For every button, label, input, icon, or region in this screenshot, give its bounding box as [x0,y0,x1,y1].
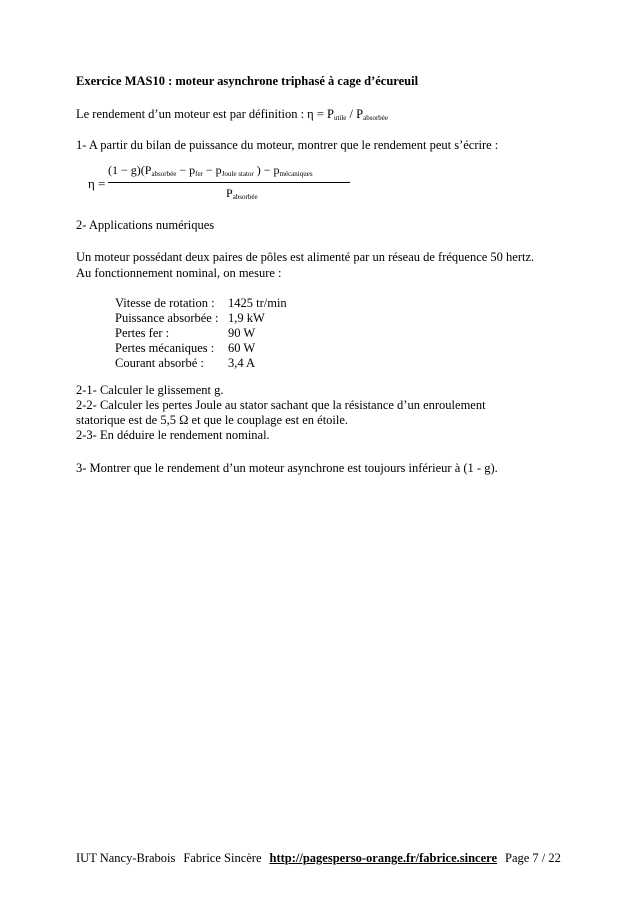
num-part-a: (1 − g)(P [108,163,152,177]
definition-sub-absorbee: absorbée [363,114,388,122]
page-footer [76,851,561,866]
question-2-2-line-2: statorique est de 5,5 Ω et que le couplage est en étoile. [76,413,349,427]
measure-row [115,326,256,341]
formula-denominator [226,186,258,201]
question-2-1: 2-1- Calculer le glissement g. [76,383,224,397]
question-1: 1- A partir du bilan de puissance du moteur, montrer que le rendement peut s’écrire : [76,138,499,152]
num-sub-c: Joule stator [221,170,254,178]
footer-author: Fabrice Sincère [183,851,262,865]
footer-link[interactable]: http://pagesperso-orange.fr/fabrice.sincere [269,851,497,865]
den-sub: absorbée [232,193,258,201]
den-part: P [226,186,233,200]
measure-row [115,356,256,371]
num-sub-d: mécaniques [279,170,313,178]
question-2-2-line-1: 2-2- Calculer les pertes Joule au stator sachant que la résistance d’un enroulement [76,398,486,412]
measure-value: 3,4 A [228,356,256,370]
efficiency-definition [76,107,388,122]
efficiency-formula [88,163,358,209]
exercise-title: Exercice MAS10 : moteur asynchrone triphasé à cage d’écureuil [76,74,419,88]
measure-value: 60 W [228,341,256,355]
measure-label: Vitesse de rotation : [115,296,215,310]
fraction-bar [108,182,350,183]
measure-label: Pertes fer : [115,326,170,340]
num-part-c: − p [202,163,222,177]
definition-text: Le rendement d’un moteur est par définition : η = P [76,107,334,121]
measure-value: 90 W [228,326,256,340]
num-sub-b: fer [195,170,203,178]
measure-row [115,296,287,311]
definition-sub-utile: utile [333,114,347,122]
intro-line-1: Un moteur possédant deux paires de pôles est alimenté par un réseau de fréquence 50 hertz. [76,250,535,264]
measure-label: Pertes mécaniques : [115,341,215,355]
num-sub-a: absorbée [151,170,177,178]
measure-value: 1425 tr/min [228,296,287,310]
footer-school: IUT Nancy-Brabois [76,851,176,865]
num-part-b: − p [176,163,196,177]
question-3: 3- Montrer que le rendement d’un moteur asynchrone est toujours inférieur à (1 - g). [76,461,498,475]
intro-line-2: Au fonctionnement nominal, on mesure : [76,266,282,280]
measure-row [115,341,256,356]
measure-value: 1,9 kW [228,311,265,325]
formula-numerator [108,163,313,178]
measure-label: Puissance absorbée : [115,311,219,325]
question-2-3: 2-3- En déduire le rendement nominal. [76,428,270,442]
question-2: 2- Applications numériques [76,218,215,232]
formula-eta: η = [88,176,106,191]
measure-row [115,311,265,326]
footer-page-number: Page 7 / 22 [505,851,561,865]
measure-label: Courant absorbé : [115,356,204,370]
definition-mid: / P [346,107,364,121]
num-part-d: ) − p [253,163,280,177]
